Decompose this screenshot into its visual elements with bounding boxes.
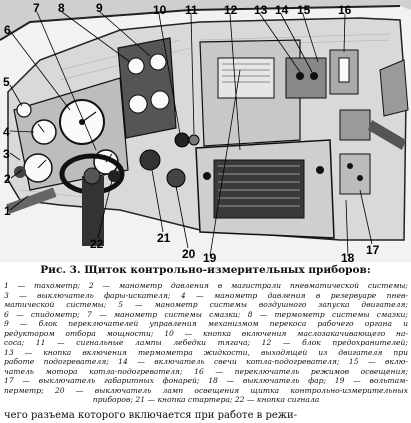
switch-17-side-lights bbox=[340, 154, 370, 194]
heater-switch-block bbox=[286, 58, 326, 98]
legend-line: coca; 11 — сигнальные лампы лебедки тягача; 12 — блок предохранителей; bbox=[4, 338, 408, 347]
legend-line: приборов; 21 — кнопка стартера; 22 — кнопка сигнала bbox=[92, 395, 320, 404]
callout-7: 7 bbox=[33, 1, 40, 15]
callout-16: 16 bbox=[338, 3, 352, 17]
callout-13: 13 bbox=[254, 3, 268, 17]
callout-21: 21 bbox=[157, 231, 171, 245]
gauge-4-reservoir-pressure bbox=[32, 120, 56, 144]
right-side-panel bbox=[380, 60, 408, 116]
callout-10: 10 bbox=[153, 3, 167, 17]
gauge-6-speedometer bbox=[60, 100, 104, 144]
callout-4: 4 bbox=[3, 125, 10, 139]
body-text-continuation: чего разъема которого включается при работе в режи- bbox=[4, 410, 298, 421]
gauge-1-tachometer bbox=[24, 154, 52, 182]
legend-line: 13 — кнопка включения термометра жидкости, выходящей из двигателя при bbox=[4, 347, 408, 357]
fuse-block-grille bbox=[214, 160, 304, 218]
lamp-11-winch bbox=[189, 135, 199, 145]
callout-19: 19 bbox=[203, 251, 217, 262]
figure-legend bbox=[4, 281, 408, 405]
switch-20-panel-lights bbox=[167, 169, 185, 187]
callout-12: 12 bbox=[224, 3, 238, 17]
callout-8: 8 bbox=[58, 1, 65, 15]
button-22-horn bbox=[108, 170, 120, 182]
callout-15: 15 bbox=[297, 3, 311, 17]
callout-20: 20 bbox=[182, 247, 196, 261]
legend-line: 9 — блок переключателей управления механизмом перекоса рабочего органа и bbox=[4, 319, 408, 328]
button-10-oil-pump bbox=[175, 133, 189, 147]
legend-line: матической системы; 5 — манометр системы воздушного запуска двигателя; bbox=[4, 300, 408, 309]
legend-line: 6 — спидометр; 7 — манометр системы смазки; 8 — термометр системы смазки; bbox=[4, 309, 408, 319]
callout-14: 14 bbox=[275, 3, 289, 17]
legend-line: 3 — выключатель фары-искателя; 4 — манометр давления в резервуаре пнев- bbox=[4, 290, 408, 300]
legend-line: 1 — тахометр; 2 — манометр давления в магистрали пневматической системы; bbox=[4, 281, 408, 290]
callout-22: 22 bbox=[90, 237, 104, 251]
callout-9: 9 bbox=[96, 1, 103, 15]
button-21-starter bbox=[140, 150, 160, 170]
callout-2: 2 bbox=[4, 172, 11, 186]
callout-6: 6 bbox=[4, 23, 11, 37]
legend-line: перметр; 20 — выключатель ламп освещения щитка контрольно-измерительных bbox=[4, 385, 408, 395]
legend-line: редуктором отбора мощности; 10 — кнопка включения маслозакачивающего на- bbox=[4, 328, 408, 338]
figure-caption-title: Рис. 3. Щиток контрольно-измерительных приборов: bbox=[40, 264, 371, 276]
callout-3: 3 bbox=[3, 147, 10, 161]
legend-line: 17 — выключатель габаритных фонарей; 18 — выключатель фар; 19 — вольтам- bbox=[4, 376, 408, 385]
legend-line: чатель мотора котла-подогревателя; 16 — переключатель режимов освещения; bbox=[4, 366, 408, 376]
gauge-2-line-pressure bbox=[14, 166, 26, 178]
callout-18: 18 bbox=[341, 251, 355, 262]
switch-18-headlights bbox=[340, 110, 370, 140]
callout-1: 1 bbox=[4, 204, 11, 218]
callout-5: 5 bbox=[3, 75, 10, 89]
center-gauge-lower-left bbox=[129, 95, 147, 113]
center-gauge-lower-right bbox=[151, 91, 169, 109]
legend-line: работе подогревателя; 14 — включатель свечи котла-подогревателя; 15 — вклю- bbox=[4, 357, 408, 366]
callout-17: 17 bbox=[366, 243, 380, 257]
center-gauge bbox=[150, 54, 166, 70]
gauge-5-air-start-pressure bbox=[17, 103, 31, 117]
gauge-8-oil-temp bbox=[128, 58, 144, 74]
callout-11: 11 bbox=[185, 3, 198, 17]
